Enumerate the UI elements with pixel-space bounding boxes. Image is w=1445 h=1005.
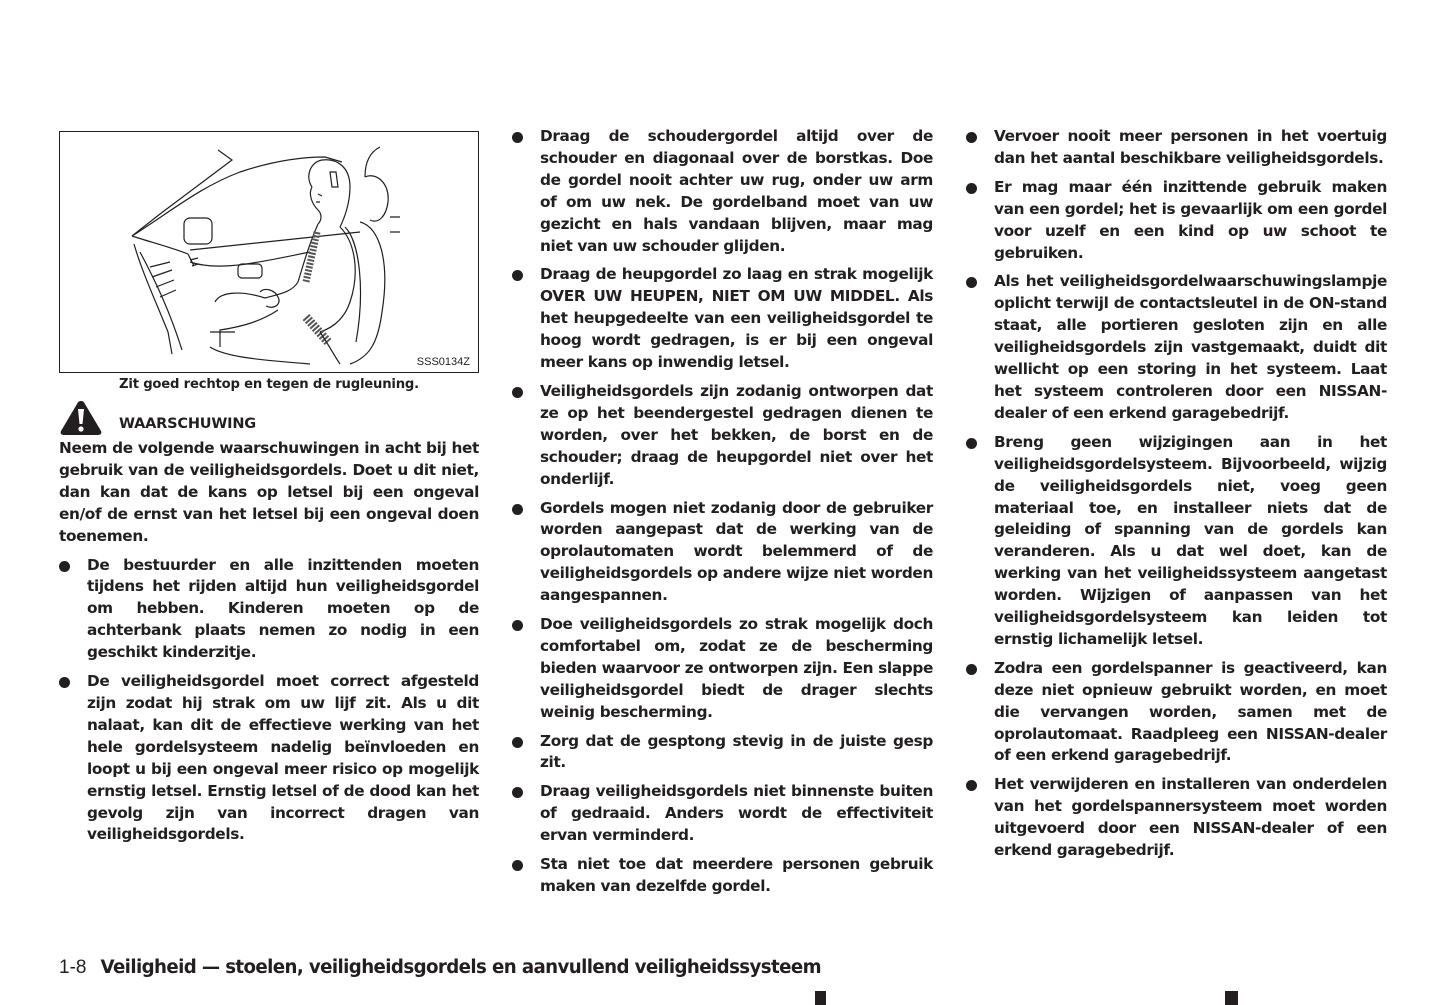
- list-item: De veiligheidsgordel moet correct afgesteld zijn zodat hij strak om uw lijf zit. Als u dit nalaat, kan dit de effectieve werking van het hele gordelsysteem nadelig beïnvloeden en loopt u bij een ongeval meer risico op mogelijk ernstig letsel. Ernstig letsel of de dood kan het gevolg zijn van incorrect dragen van veiligheidsgordels.: [59, 671, 479, 846]
- bullet-icon: [512, 860, 523, 871]
- list-item: Het verwijderen en installeren van onderdelen van het gordelspannersysteem moet worden uitgevoerd door een NISSAN-dealer of een erkend garagebedrijf.: [966, 774, 1387, 862]
- list-item: De bestuurder en alle inzittenden moeten tijdens het rijden altijd hun veiligheidsgordel om hebben. Kinderen moeten op de achterbank plaats nemen zo nodig in een geschikt kinderzitje.: [59, 555, 479, 665]
- page-footer: [59, 957, 821, 979]
- woman-seated-with-seatbelt-drawing: [60, 132, 479, 373]
- warning-intro: Neem de volgende waarschuwingen in acht bij het gebruik van de veiligheidsgordels. Doet u dit niet, dan kan dat de kans op letsel bij een ongeval en/of de ernst van het letsel bij een ongeval doen toenemen.: [59, 439, 479, 545]
- bullet-icon: [59, 561, 70, 572]
- page-number: 1-8: [59, 957, 87, 978]
- list-item: Doe veiligheidsgordels zo strak mogelijk doch comfortabel om, zodat ze de bescherming bieden waarvoor ze ontworpen zijn. Een slappe veiligheidsgordel biedt de drager slechts weinig bescherming.: [512, 614, 933, 724]
- warning-triangle-icon: [59, 400, 103, 436]
- figure-caption: Zit goed rechtop en tegen de rugleuning.: [119, 377, 419, 392]
- figure-code: SSS0134Z: [416, 356, 470, 368]
- bullet-icon: [966, 132, 977, 143]
- section-tab-marker: [815, 991, 826, 1005]
- bullet-icon: [966, 438, 977, 449]
- column-2: [512, 126, 933, 898]
- bullet-icon: [966, 277, 977, 288]
- warning-header: [59, 400, 479, 436]
- bullet-icon: [512, 787, 523, 798]
- warning-bullets-col-1: [59, 555, 479, 847]
- list-item: Zodra een gordelspanner is geactiveerd, kan deze niet opnieuw gebruikt worden, en moet die vervangen worden, samen met de oprolautomaat. Raadpleeg een NISSAN-dealer of een erkend garagebedrijf.: [966, 658, 1387, 768]
- bullet-icon: [966, 183, 977, 194]
- bullet-icon: [512, 737, 523, 748]
- list-item: Er mag maar één inzittende gebruik maken van een gordel; het is gevaarlijk om een gordel voor uzelf en een kind op uw schoot te gebruiken.: [966, 177, 1387, 265]
- list-item: Veiligheidsgordels zijn zodanig ontworpen dat ze op het beendergestel gedragen dienen te worden, over het bekken, de borst en de schouder; draag de heupgordel niet over het onderlijf.: [512, 381, 933, 491]
- bullet-icon: [512, 132, 523, 143]
- column-1: [59, 126, 479, 846]
- bullet-icon: [512, 270, 523, 281]
- seating-illustration: [59, 131, 479, 373]
- bullet-icon: [59, 677, 70, 688]
- warning-bullets-col-2: [512, 126, 933, 898]
- chapter-title: Veiligheid — stoelen, veiligheidsgordels en aanvullend veiligheidssysteem: [100, 957, 821, 978]
- list-item: Draag veiligheidsgordels niet binnenste buiten of gedraaid. Anders wordt de effectiviteit ervan verminderd.: [512, 781, 933, 847]
- list-item: Sta niet toe dat meerdere personen gebruik maken van dezelfde gordel.: [512, 854, 933, 898]
- bullet-icon: [966, 664, 977, 675]
- list-item: Draag de schoudergordel altijd over de schouder en diagonaal over de borstkas. Doe de gordel nooit achter uw rug, onder uw arm of om uw nek. De gordelband moet van uw gezicht en hals vandaan blijven, maar mag niet van uw schouder glijden.: [512, 126, 933, 257]
- bullet-icon: [512, 620, 523, 631]
- warning-bullets-col-3: [966, 126, 1387, 862]
- list-item: Breng geen wijzigingen aan in het veiligheidsgordelsysteem. Bijvoorbeeld, wijzig de veiligheidsgordels niet, voeg geen materiaal toe, en installeer niets dat de geleiding of spanning van de gordels kan veranderen. Als u dat wel doet, kan de werking van het veiligheidssysteem aangetast worden. Wijzigen of aanpassen van het veiligheidsgordelsysteem kan leiden tot ernstig lichamelijk letsel.: [966, 432, 1387, 651]
- warning-title: WAARSCHUWING: [119, 416, 256, 432]
- bullet-icon: [512, 504, 523, 515]
- list-item: Zorg dat de gesptong stevig in de juiste gesp zit.: [512, 731, 933, 775]
- column-3: [966, 126, 1387, 862]
- bullet-icon: [966, 780, 977, 791]
- bullet-icon: [512, 387, 523, 398]
- list-item: Gordels mogen niet zodanig door de gebruiker worden aangepast dat de werking van de oprolautomaten wordt belemmerd of de veiligheidsgordels op andere wijze niet worden aangespannen.: [512, 498, 933, 608]
- section-tab-marker: [1225, 991, 1238, 1005]
- list-item: Als het veiligheidsgordelwaarschuwingslampje oplicht terwijl de contactsleutel in de ON-stand staat, alle portieren gesloten zijn en alle veiligheidsgordels zijn vastgemaakt, duidt dit wellicht op een storing in het systeem. Laat het systeem controleren door een NISSAN-dealer of een erkend garagebedrijf.: [966, 271, 1387, 424]
- list-item: Vervoer nooit meer personen in het voertuig dan het aantal beschikbare veiligheidsgordels.: [966, 126, 1387, 170]
- list-item: Draag de heupgordel zo laag en strak mogelijk OVER UW HEUPEN, NIET OM UW MIDDEL. Als het heupgedeelte van een veiligheidsgordel te hoog wordt gedragen, is er bij een ongeval meer kans op inwendig letsel.: [512, 264, 933, 374]
